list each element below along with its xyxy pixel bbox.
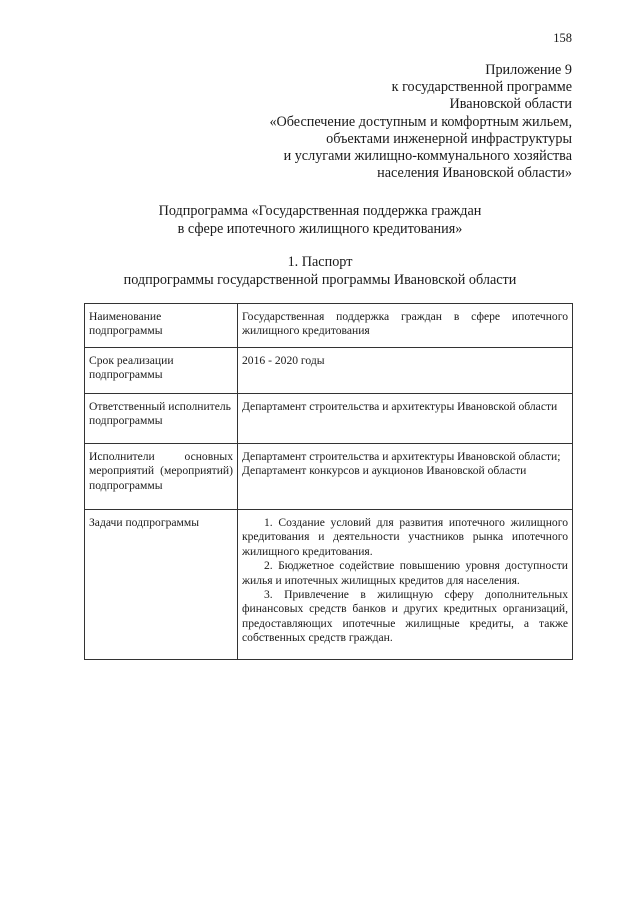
appendix-header: [269, 62, 572, 182]
task-item: 3. Привлечение в жилищную сферу дополнительных финансовых средств банков и других кредитных организаций, предоставляющих ипотечные жилищные кредиты, а также собственных средств граждан.: [242, 588, 568, 645]
appendix-line: и услугами жилищно-коммунального хозяйства: [283, 148, 572, 165]
row-label: Срок реализации подпрограммы: [85, 348, 238, 394]
task-item: 1. Создание условий для развития ипотечного жилищного кредитования и деятельности участников рынка ипотечного жилищного кредитования.: [242, 516, 568, 558]
row-label: Ответственный исполнитель подпрограммы: [85, 394, 238, 444]
row-label: Наименование подпрограммы: [85, 304, 238, 348]
table-row: [85, 444, 573, 510]
row-label: Исполнители основных мероприятий (мероприятий) подпрограммы: [85, 444, 238, 510]
appendix-line: населения Ивановской области»: [377, 165, 572, 182]
row-value: Государственная поддержка граждан в сфере ипотечного жилищного кредитования: [238, 304, 573, 348]
subprogram-title-line: в сфере ипотечного жилищного кредитования»: [177, 220, 463, 237]
appendix-line: «Обеспечение доступным и комфортным жильем,: [269, 113, 572, 130]
appendix-line: объектами инженерной инфраструктуры: [326, 130, 572, 147]
table-row: [85, 304, 573, 348]
subprogram-title: [0, 203, 640, 238]
page-number: 158: [553, 31, 572, 45]
table-row: [85, 510, 573, 660]
passport-table: [84, 303, 573, 660]
passport-heading-line: подпрограммы государственной программы Ивановской области: [123, 271, 517, 288]
row-label: Задачи подпрограммы: [85, 510, 238, 660]
task-item: 2. Бюджетное содействие повышению уровня доступности жилья и ипотечных жилищных кредитов для населения.: [242, 559, 568, 587]
appendix-line: Ивановской области: [449, 96, 572, 113]
table-row: [85, 348, 573, 394]
executor-line: Департамент конкурсов и аукционов Ивановской области: [242, 464, 527, 478]
executor-line: Департамент строительства и архитектуры Ивановской области;: [242, 450, 561, 463]
subprogram-title-line: Подпрограмма «Государственная поддержка граждан: [158, 203, 482, 219]
passport-heading: [0, 254, 640, 289]
row-value: 2016 - 2020 годы: [238, 348, 573, 394]
table-row: [85, 394, 573, 444]
row-value: Департамент строительства и архитектуры Ивановской области: [238, 394, 573, 444]
row-value: [238, 444, 573, 510]
passport-heading-line: 1. Паспорт: [287, 254, 353, 270]
appendix-line: к государственной программе: [391, 79, 572, 96]
appendix-line: Приложение 9: [485, 62, 572, 78]
tasks-list: [238, 510, 573, 660]
